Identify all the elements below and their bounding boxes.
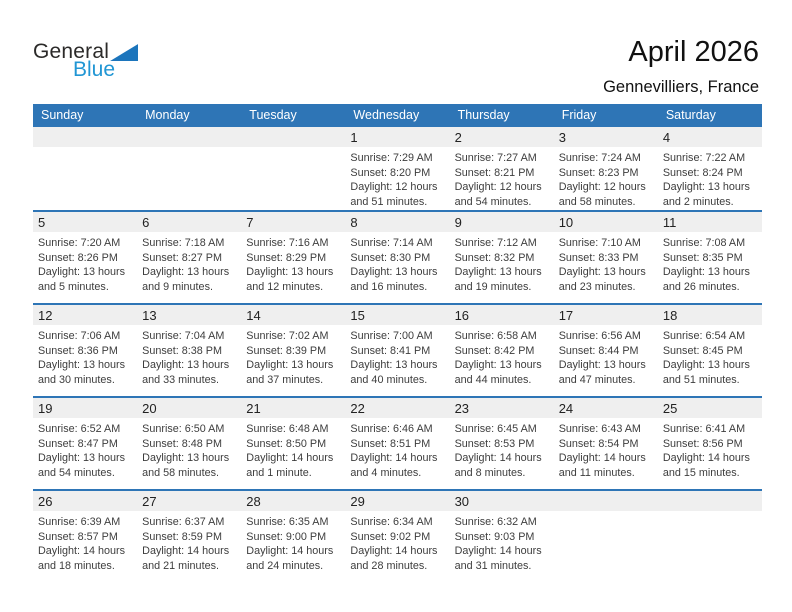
day-number: 22 bbox=[345, 398, 449, 418]
day-details bbox=[658, 147, 762, 209]
calendar-day-cell bbox=[33, 212, 137, 303]
daylight-text: Daylight: 14 hours and 11 minutes. bbox=[558, 452, 646, 479]
day-number: 10 bbox=[554, 212, 658, 232]
calendar-day-cell bbox=[241, 305, 345, 396]
day-details bbox=[450, 511, 554, 573]
weekday-thursday: Thursday bbox=[457, 108, 510, 122]
calendar-day-cell bbox=[450, 398, 554, 489]
calendar-day-cell bbox=[554, 398, 658, 489]
daylight-text: Daylight: 14 hours and 18 minutes. bbox=[38, 545, 126, 572]
daylight-text: Daylight: 14 hours and 31 minutes. bbox=[454, 545, 542, 572]
daylight-text: Daylight: 14 hours and 28 minutes. bbox=[350, 545, 438, 572]
calendar bbox=[33, 104, 762, 582]
day-number: 11 bbox=[658, 212, 762, 232]
sunset-text: Sunset: 8:39 PM bbox=[246, 344, 327, 357]
day-number: 2 bbox=[450, 127, 554, 147]
day-number: 18 bbox=[658, 305, 762, 325]
day-details bbox=[241, 511, 345, 573]
day-details bbox=[658, 232, 762, 294]
day-details bbox=[554, 418, 658, 480]
daylight-text: Daylight: 13 hours and 47 minutes. bbox=[558, 359, 646, 386]
weekday-monday: Monday bbox=[145, 108, 190, 122]
logo-general-text: General bbox=[33, 40, 110, 63]
day-number: 24 bbox=[554, 398, 658, 418]
day-number: 20 bbox=[137, 398, 241, 418]
calendar-empty-cell bbox=[33, 127, 137, 210]
calendar-week-row bbox=[33, 210, 762, 303]
day-number bbox=[554, 491, 658, 511]
day-number: 5 bbox=[33, 212, 137, 232]
sunset-text: Sunset: 9:00 PM bbox=[246, 530, 327, 543]
sunset-text: Sunset: 8:41 PM bbox=[350, 344, 431, 357]
sunset-text: Sunset: 8:54 PM bbox=[558, 437, 639, 450]
day-number: 30 bbox=[450, 491, 554, 511]
sunset-text: Sunset: 8:50 PM bbox=[246, 437, 327, 450]
daylight-text: Daylight: 14 hours and 4 minutes. bbox=[350, 452, 438, 479]
sunrise-text: Sunrise: 7:22 AM bbox=[662, 152, 746, 164]
day-details bbox=[345, 232, 449, 294]
day-number bbox=[137, 127, 241, 147]
calendar-body bbox=[33, 127, 762, 582]
sunset-text: Sunset: 8:53 PM bbox=[454, 437, 535, 450]
day-details bbox=[137, 418, 241, 480]
daylight-text: Daylight: 13 hours and 37 minutes. bbox=[246, 359, 334, 386]
day-number bbox=[658, 491, 762, 511]
sunrise-text: Sunrise: 6:39 AM bbox=[38, 516, 121, 528]
sunrise-text: Sunrise: 6:43 AM bbox=[558, 423, 641, 435]
sunrise-text: Sunrise: 6:32 AM bbox=[454, 516, 537, 528]
sunset-text: Sunset: 8:29 PM bbox=[246, 251, 327, 264]
sunset-text: Sunset: 8:44 PM bbox=[558, 344, 639, 357]
calendar-empty-cell bbox=[658, 491, 762, 582]
calendar-day-cell bbox=[137, 491, 241, 582]
sunrise-text: Sunrise: 7:12 AM bbox=[454, 237, 537, 249]
day-number: 3 bbox=[554, 127, 658, 147]
logo-blue-text: Blue bbox=[73, 58, 116, 81]
day-number: 17 bbox=[554, 305, 658, 325]
calendar-day-cell bbox=[137, 305, 241, 396]
weekday-friday: Friday bbox=[561, 108, 597, 122]
sunrise-text: Sunrise: 7:02 AM bbox=[246, 330, 329, 342]
sunset-text: Sunset: 8:21 PM bbox=[454, 166, 535, 179]
daylight-text: Daylight: 14 hours and 15 minutes. bbox=[662, 452, 750, 479]
daylight-text: Daylight: 13 hours and 58 minutes. bbox=[142, 452, 230, 479]
calendar-day-cell bbox=[450, 491, 554, 582]
sunrise-text: Sunrise: 6:52 AM bbox=[38, 423, 121, 435]
day-number: 16 bbox=[450, 305, 554, 325]
daylight-text: Daylight: 13 hours and 30 minutes. bbox=[38, 359, 126, 386]
sunrise-text: Sunrise: 6:54 AM bbox=[662, 330, 746, 342]
sunset-text: Sunset: 8:32 PM bbox=[454, 251, 535, 264]
sunrise-text: Sunrise: 7:04 AM bbox=[142, 330, 225, 342]
sunset-text: Sunset: 8:36 PM bbox=[38, 344, 118, 357]
day-details bbox=[345, 511, 449, 573]
daylight-text: Daylight: 13 hours and 33 minutes. bbox=[142, 359, 230, 386]
calendar-day-cell bbox=[345, 398, 449, 489]
general-blue-logo bbox=[33, 41, 138, 80]
sunrise-text: Sunrise: 7:06 AM bbox=[38, 330, 121, 342]
day-details bbox=[345, 418, 449, 480]
sunset-text: Sunset: 8:59 PM bbox=[142, 530, 222, 543]
daylight-text: Daylight: 13 hours and 5 minutes. bbox=[38, 266, 126, 293]
daylight-text: Daylight: 13 hours and 9 minutes. bbox=[142, 266, 230, 293]
sunrise-text: Sunrise: 7:27 AM bbox=[454, 152, 537, 164]
sunset-text: Sunset: 8:45 PM bbox=[662, 344, 743, 357]
daylight-text: Daylight: 13 hours and 2 minutes. bbox=[662, 181, 750, 208]
sunset-text: Sunset: 8:30 PM bbox=[350, 251, 431, 264]
calendar-empty-cell bbox=[554, 491, 658, 582]
sunset-text: Sunset: 8:20 PM bbox=[350, 166, 431, 179]
calendar-day-cell bbox=[554, 305, 658, 396]
sunset-text: Sunset: 9:03 PM bbox=[454, 530, 535, 543]
day-number: 27 bbox=[137, 491, 241, 511]
day-details bbox=[137, 232, 241, 294]
day-number: 8 bbox=[345, 212, 449, 232]
daylight-text: Daylight: 13 hours and 16 minutes. bbox=[350, 266, 438, 293]
sunset-text: Sunset: 8:35 PM bbox=[662, 251, 743, 264]
day-details bbox=[33, 325, 137, 387]
calendar-day-cell bbox=[33, 398, 137, 489]
day-details bbox=[658, 418, 762, 480]
day-number: 7 bbox=[241, 212, 345, 232]
daylight-text: Daylight: 12 hours and 54 minutes. bbox=[454, 181, 542, 208]
sunset-text: Sunset: 8:26 PM bbox=[38, 251, 118, 264]
calendar-day-cell bbox=[345, 212, 449, 303]
month-title: April 2026 bbox=[628, 36, 759, 68]
calendar-empty-cell bbox=[137, 127, 241, 210]
sunrise-text: Sunrise: 6:37 AM bbox=[142, 516, 225, 528]
day-number: 4 bbox=[658, 127, 762, 147]
calendar-day-cell bbox=[658, 305, 762, 396]
sunset-text: Sunset: 8:38 PM bbox=[142, 344, 222, 357]
day-details bbox=[345, 325, 449, 387]
sunrise-text: Sunrise: 6:46 AM bbox=[350, 423, 433, 435]
daylight-text: Daylight: 13 hours and 40 minutes. bbox=[350, 359, 438, 386]
day-details bbox=[241, 418, 345, 480]
day-number: 29 bbox=[345, 491, 449, 511]
day-number: 25 bbox=[658, 398, 762, 418]
sunrise-text: Sunrise: 6:41 AM bbox=[662, 423, 746, 435]
calendar-day-cell bbox=[345, 127, 449, 210]
weekday-wednesday: Wednesday bbox=[353, 108, 420, 122]
day-number: 19 bbox=[33, 398, 137, 418]
daylight-text: Daylight: 12 hours and 58 minutes. bbox=[558, 181, 646, 208]
day-details bbox=[450, 418, 554, 480]
day-details bbox=[450, 325, 554, 387]
day-details bbox=[450, 147, 554, 209]
day-details bbox=[241, 232, 345, 294]
calendar-week-row bbox=[33, 396, 762, 489]
day-number bbox=[241, 127, 345, 147]
day-details bbox=[137, 325, 241, 387]
sunrise-text: Sunrise: 7:00 AM bbox=[350, 330, 433, 342]
day-details bbox=[554, 325, 658, 387]
sunset-text: Sunset: 8:47 PM bbox=[38, 437, 118, 450]
weekday-header-row bbox=[33, 104, 762, 127]
sunrise-text: Sunrise: 6:48 AM bbox=[246, 423, 329, 435]
sunrise-text: Sunrise: 7:16 AM bbox=[246, 237, 329, 249]
calendar-day-cell bbox=[241, 398, 345, 489]
weekday-saturday: Saturday bbox=[665, 108, 716, 122]
calendar-week-row bbox=[33, 489, 762, 582]
calendar-day-cell bbox=[33, 305, 137, 396]
calendar-day-cell bbox=[137, 212, 241, 303]
day-details bbox=[554, 232, 658, 294]
day-details bbox=[658, 325, 762, 387]
calendar-day-cell bbox=[450, 212, 554, 303]
calendar-day-cell bbox=[345, 491, 449, 582]
sunrise-text: Sunrise: 6:35 AM bbox=[246, 516, 329, 528]
day-details bbox=[33, 418, 137, 480]
day-number: 14 bbox=[241, 305, 345, 325]
calendar-day-cell bbox=[658, 127, 762, 210]
sunrise-text: Sunrise: 6:34 AM bbox=[350, 516, 433, 528]
daylight-text: Daylight: 14 hours and 1 minute. bbox=[246, 452, 334, 479]
day-details bbox=[554, 147, 658, 209]
calendar-day-cell bbox=[450, 305, 554, 396]
daylight-text: Daylight: 13 hours and 23 minutes. bbox=[558, 266, 646, 293]
daylight-text: Daylight: 14 hours and 24 minutes. bbox=[246, 545, 334, 572]
day-number: 1 bbox=[345, 127, 449, 147]
sunset-text: Sunset: 8:42 PM bbox=[454, 344, 535, 357]
day-details bbox=[33, 511, 137, 573]
sunrise-text: Sunrise: 6:50 AM bbox=[142, 423, 225, 435]
day-details bbox=[241, 325, 345, 387]
daylight-text: Daylight: 14 hours and 21 minutes. bbox=[142, 545, 230, 572]
calendar-day-cell bbox=[658, 212, 762, 303]
sunset-text: Sunset: 8:56 PM bbox=[662, 437, 743, 450]
daylight-text: Daylight: 13 hours and 26 minutes. bbox=[662, 266, 750, 293]
calendar-week-row bbox=[33, 127, 762, 210]
sunrise-text: Sunrise: 7:18 AM bbox=[142, 237, 225, 249]
day-details bbox=[137, 511, 241, 573]
location-subtitle: Gennevilliers, France bbox=[603, 78, 759, 97]
calendar-day-cell bbox=[658, 398, 762, 489]
calendar-day-cell bbox=[345, 305, 449, 396]
sunset-text: Sunset: 8:57 PM bbox=[38, 530, 118, 543]
sunrise-text: Sunrise: 7:24 AM bbox=[558, 152, 641, 164]
day-number: 26 bbox=[33, 491, 137, 511]
daylight-text: Daylight: 13 hours and 54 minutes. bbox=[38, 452, 126, 479]
daylight-text: Daylight: 13 hours and 12 minutes. bbox=[246, 266, 334, 293]
day-number bbox=[33, 127, 137, 147]
calendar-week-row bbox=[33, 303, 762, 396]
sunrise-text: Sunrise: 6:58 AM bbox=[454, 330, 537, 342]
sunset-text: Sunset: 8:24 PM bbox=[662, 166, 743, 179]
sunrise-text: Sunrise: 7:10 AM bbox=[558, 237, 641, 249]
day-number: 9 bbox=[450, 212, 554, 232]
sunset-text: Sunset: 8:51 PM bbox=[350, 437, 431, 450]
day-details bbox=[450, 232, 554, 294]
daylight-text: Daylight: 13 hours and 51 minutes. bbox=[662, 359, 750, 386]
sunset-text: Sunset: 8:48 PM bbox=[142, 437, 222, 450]
day-details bbox=[33, 232, 137, 294]
calendar-day-cell bbox=[33, 491, 137, 582]
day-number: 23 bbox=[450, 398, 554, 418]
day-number: 13 bbox=[137, 305, 241, 325]
day-details bbox=[345, 147, 449, 209]
sunrise-text: Sunrise: 6:56 AM bbox=[558, 330, 641, 342]
calendar-day-cell bbox=[241, 491, 345, 582]
sunrise-text: Sunrise: 7:20 AM bbox=[38, 237, 121, 249]
calendar-empty-cell bbox=[241, 127, 345, 210]
sunset-text: Sunset: 8:23 PM bbox=[558, 166, 639, 179]
sunrise-text: Sunrise: 6:45 AM bbox=[454, 423, 537, 435]
day-number: 6 bbox=[137, 212, 241, 232]
sunrise-text: Sunrise: 7:08 AM bbox=[662, 237, 746, 249]
title-area bbox=[603, 36, 759, 97]
calendar-day-cell bbox=[241, 212, 345, 303]
sunrise-text: Sunrise: 7:14 AM bbox=[350, 237, 433, 249]
weekday-tuesday: Tuesday bbox=[249, 108, 297, 122]
weekday-sunday: Sunday bbox=[41, 108, 84, 122]
calendar-day-cell bbox=[554, 127, 658, 210]
sunrise-text: Sunrise: 7:29 AM bbox=[350, 152, 433, 164]
sunset-text: Sunset: 8:33 PM bbox=[558, 251, 639, 264]
sunset-text: Sunset: 8:27 PM bbox=[142, 251, 222, 264]
calendar-day-cell bbox=[137, 398, 241, 489]
daylight-text: Daylight: 14 hours and 8 minutes. bbox=[454, 452, 542, 479]
day-number: 15 bbox=[345, 305, 449, 325]
daylight-text: Daylight: 13 hours and 44 minutes. bbox=[454, 359, 542, 386]
daylight-text: Daylight: 13 hours and 19 minutes. bbox=[454, 266, 542, 293]
day-number: 12 bbox=[33, 305, 137, 325]
calendar-day-cell bbox=[554, 212, 658, 303]
daylight-text: Daylight: 12 hours and 51 minutes. bbox=[350, 181, 438, 208]
day-number: 28 bbox=[241, 491, 345, 511]
sunset-text: Sunset: 9:02 PM bbox=[350, 530, 431, 543]
calendar-day-cell bbox=[450, 127, 554, 210]
day-number: 21 bbox=[241, 398, 345, 418]
